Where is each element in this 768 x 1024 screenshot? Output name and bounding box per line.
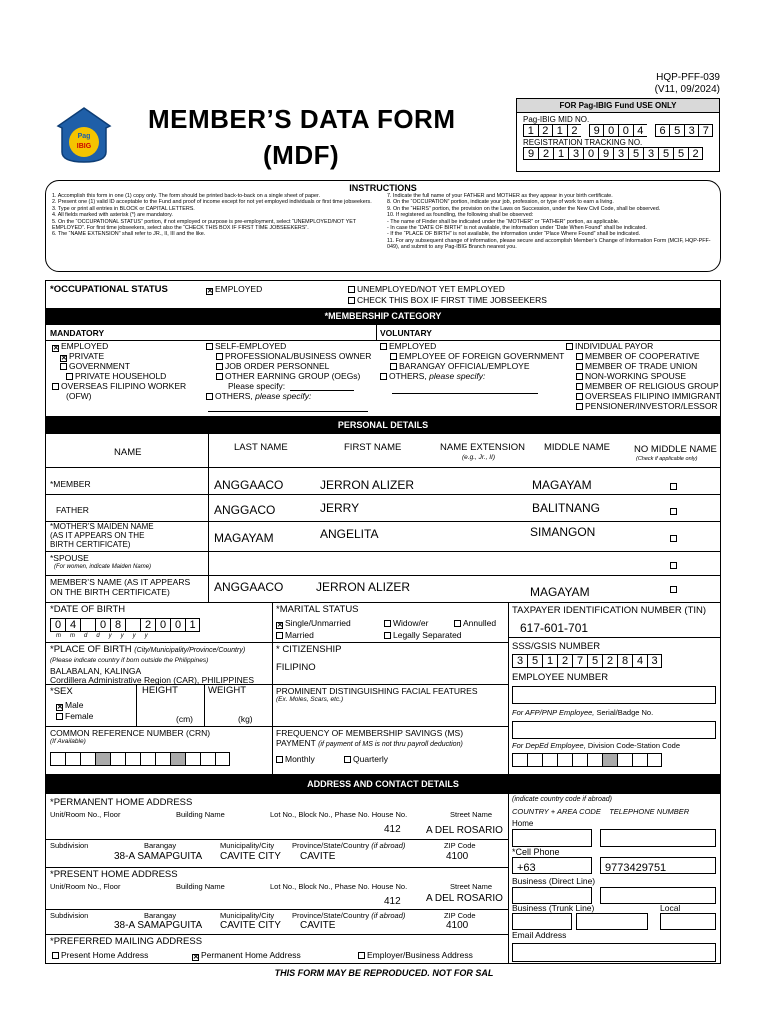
digit-cell[interactable]: 1 (185, 618, 200, 632)
digit-cell[interactable] (527, 753, 542, 767)
business-direct-area-code[interactable] (512, 887, 592, 904)
m-private-household[interactable]: PRIVATE HOUSEHOLD (66, 371, 166, 381)
occupational-status-label: *OCCUPATIONAL STATUS (50, 284, 168, 295)
digit-cell[interactable]: 2 (557, 654, 572, 668)
pres-city[interactable]: CAVITE CITY (220, 920, 281, 931)
business-trunk-local[interactable] (660, 913, 716, 930)
frequency-label: FREQUENCY OF MEMBERSHIP SAVINGS (MS) (276, 728, 464, 738)
date-of-birth[interactable] (50, 618, 200, 632)
digit-cell[interactable]: 0 (618, 124, 633, 137)
digit-cell[interactable]: 5 (527, 654, 542, 668)
digit-cell[interactable]: 0 (155, 618, 170, 632)
business-trunk-number[interactable] (576, 913, 648, 930)
pres-house-no[interactable]: 412 (384, 896, 401, 907)
m-others[interactable]: OTHERS, please specify: (206, 391, 311, 401)
marital-separated[interactable]: Legally Separated (384, 630, 462, 640)
digit-cell[interactable]: 4 (632, 654, 647, 668)
digit-cell[interactable] (542, 753, 557, 767)
instruction-item: - If the “PLACE OF BIRTH” is not available, the information under “Place Where Found” shall be indicated. (387, 231, 641, 238)
digit-cell[interactable]: 9 (598, 147, 613, 160)
digit-cell[interactable]: 5 (669, 124, 684, 137)
place-of-birth-label: *PLACE OF BIRTH (City/Municipality/Province/Country) (50, 644, 246, 655)
digit-cell[interactable] (557, 753, 572, 767)
cell-label: *Cell Phone (512, 847, 560, 857)
height-label: HEIGHT (142, 685, 178, 696)
digit-cell[interactable]: 2 (538, 124, 553, 137)
father-middle-name[interactable]: BALITNANG (532, 501, 601, 515)
perm-house-no[interactable]: 412 (384, 824, 401, 835)
crn-label: COMMON REFERENCE NUMBER (CRN) (50, 728, 211, 738)
mother-row-label: *MOTHER’S MAIDEN NAME (AS IT APPEARS ON THE BIRTH CERTIFICATE) (50, 522, 154, 549)
business-direct-number[interactable] (600, 887, 716, 904)
v-immigrant[interactable]: OVERSEAS FILIPINO IMMIGRANT (576, 391, 721, 401)
member-last-name[interactable]: ANGGAACO (214, 478, 284, 492)
marital-annulled[interactable]: Annulled (454, 618, 496, 628)
email-input[interactable] (512, 943, 716, 962)
footer-note: THIS FORM MAY BE REPRODUCED. NOT FOR SAL (274, 968, 494, 978)
digit-cell[interactable]: 0 (50, 618, 65, 632)
member-first-name[interactable]: JERRON ALIZER (320, 478, 415, 492)
digit-cell[interactable]: 4 (633, 124, 648, 137)
marital-status-label: *MARITAL STATUS (276, 604, 359, 615)
digit-cell[interactable]: 1 (523, 124, 538, 137)
member-birth-no-middle-checkbox[interactable] (670, 584, 679, 594)
digit-cell[interactable]: 2 (538, 147, 553, 160)
facial-features-label: PROMINENT DISTINGUISHING FACIAL FEATURES (276, 686, 478, 696)
digit-cell[interactable]: 0 (583, 147, 598, 160)
perm-province[interactable]: CAVITE (300, 851, 336, 862)
mother-first-name[interactable]: ANGELITA (320, 527, 379, 541)
digit-cell[interactable]: 5 (658, 147, 673, 160)
pres-barangay[interactable]: 38-A SAMAPGUITA (114, 920, 203, 931)
v-individual-payor[interactable]: INDIVIDUAL PAYOR (566, 341, 653, 351)
main-form: *OCCUPATIONAL STATUS ✕ EMPLOYED UNEMPLOYED/NOT YET EMPLOYED CHECK THIS BOX IF FIRST TIME JOBSEEKERS *MEMBERSHIP CATEGORY MANDATORY VOLUNTARY ✕EMPLOYED ✕PRIVATE GOVERNMENT PRIVATE HOUSEHOLD OVERSEAS FILIPINO WORKER (OFW) SELF-EMPLOYED PROFESSIONAL/BUSINESS OWNER JOB ORDER PERSONNEL OTHER EARNING GROUP (OEGs) Please specify: OTHERS, please specify: EMPLOYED EMPLOYEE OF FOREIGN GOVERNMENT BARANGAY OFFICIAL/EMPLOYE OTHERS, please specify: INDIVIDUAL PAYOR MEMBER OF COOPERATIVE MEMBER OF TRADE UNION NON-WORKING SPOUSE MEMBER OF RELIGIOUS GROUP OVERSEAS FILIPINO IMMIGRANT PENSIONER/INVESTOR/LESSOR PERSONAL DETAILS NAME LAST NAME FIRST NAME NAME EXTENSION (e.g., Jr., II) MIDDLE NAME NO MIDDLE NAME (Check if applicable only) *MEMBER ANGGAACO JERRON ALIZER MAGAYAM FATHER ANGGACO JERRY BALITNANG *MOTHER’S MAIDEN NAME (AS IT APPEARS ON THE BIRTH CERTIFICATE) MAGAYAM ANGELITA SIMANGON *SPOUSE (For women, indicate Maiden Name) MEMBER’S NAME (AS IT APPEARS ON THE BIRTH CERTIFICATE) ANGGAACO JERRON ALIZER MAGAYAM *DATE OF BIRTH 0 4 0 8 2 0 0 1 mmddyyyy *MARITAL STATUS ✕Single/Unmarried Widow/er Annulled Married Legally Separated TAXPAYER IDENTIFICATION NUMBER (TIN) 617-601-701 *PLACE OF BIRTH (City/Municipality/Province/Country) (Please indicate country if born outside the Philippines) BALABALAN, KALINGA Cordillera Administrative Region (CAR), PHILIPPINES * CITIZENSHIP FILIPINO SSS/GSIS NUMBER 3 5 1 2 7 5 2 8 4 3 EMPLOYEE NUMBER For AFP/PNP Employee, Serial/Badge No. For DepEd Employee, Division Code-Station Code *SEX ✕Male Female HEIGHT (cm) WEIGHT (kg) PROMINENT DISTINGUISHING FACIAL FEATURES (Ex. Moles, Scars, etc.) COMMON REFERENCE NUMBER (CRN) (If Available) FREQUENCY OF MEMBERSHIP SAVINGS (MS) PAYMENT (if payment of MS is not thru payroll deduction) Monthly Quarterly ADDRESS AND CONTACT DETAILS *PERMANENT HOME ADDRESS Unit/Room No., Floor Building Name Lot No., Block No., Phase No. House No. Street Name 412 A DEL ROSARIO Subdivision Barangay Municipality/City Province/State/Country (if abroad) ZIP Code 38-A SAMAPGUITA CAVITE CITY CAVITE 4100 *PRESENT HOME ADDRESS Unit/Room No., Floor Building Name Lot No., Block No., Phase No. House No. Street Name 412 A DEL ROSARIO Subdivision Barangay Municipality/City Province/State/Country (if abroad) ZIP Code 38-A SAMAPGUITA CAVITE CITY CAVITE 4100 *PREFERRED MAILING ADDRESS Present Home Address ✕ Permanent Home Address Employer/Business Address (indicate country code if abroad) COUNTRY + AREA CODE TELEPHONE NUMBER Home *Cell Phone +63 9773429751 Business (Direct Line) Business (Trunk Line) Local Email Address (45, 280, 721, 964)
digit-cell[interactable]: 3 (647, 654, 662, 668)
m-job-order[interactable]: JOB ORDER PERSONNEL (216, 361, 329, 371)
father-no-middle-checkbox[interactable] (670, 506, 679, 516)
instructions-right (387, 193, 714, 251)
digit-cell[interactable] (617, 753, 632, 767)
digit-cell[interactable] (155, 752, 170, 766)
marital-single[interactable]: ✕Single/Unmarried (276, 618, 351, 629)
tin-value[interactable]: 617-601-701 (520, 621, 589, 635)
occ-employed[interactable]: ✕ EMPLOYED (206, 284, 262, 295)
instructions-box: INSTRUCTIONS 1. Accomplish this form in one (1) copy only. The form should be printed back-to-back on a single sheet of paper. 2. Present one (1) valid ID acceptable to the Fund and proof of income except for not yet employed individuals or first time jobseekers. 3. Type or print all entries in BLOCK or CAPITAL LETTERS. 4. All fields marked with asterisk (*) are mandatory. 5. On the “OCCUPATIONAL STATUS” portion, if not employed or purpose is pre-employment, select “UNEMPLOYED/NOT YET EMPLOYED”. For first time jobseekers, select also the “CHECK THIS BOX IF FIRST TIME JOBSEEKERS”. 6. The “NAME EXTENSION” shall refer to JR., II, III and the like. 7. Indicate the full name of your FATHER and MOTHER as they appear in your birth certificate. 8. On the “OCCUPATION” portion, indicate your job, profession, or type of work to earn a living. 9. On the “HEIRS” portion, the provision on the Laws on Succession, under the New Civil Code, shall be observed. 10. If registered as foundling, the following shall be observed: - The name of Finder shall be indicated under the “MOTHER” or “FATHER” portion, as applicable. - In case the “DATE OF BIRTH” is not available, the information under “Date When Found” shall be indicated. - If the “PLACE OF BIRTH” is not available, the information under “Place Where Found” shall be indicated. 11. For any subsequent change of information, please secure and accomplish Member’s Change of Information Form (MCIF, HQP-PFF-049), and submit to any Pag-IBIG Branch nearest you. (45, 180, 721, 272)
instructions-left (52, 193, 379, 251)
m-employed[interactable]: ✕EMPLOYED (52, 341, 108, 352)
digit-cell[interactable] (50, 752, 65, 766)
digit-cell[interactable]: 2 (140, 618, 155, 632)
digit-cell[interactable]: 0 (95, 618, 110, 632)
v-trade-union[interactable]: MEMBER OF TRADE UNION (576, 361, 697, 371)
digit-cell[interactable]: 5 (673, 147, 688, 160)
form-title: MEMBER’S DATA FORM (148, 104, 456, 134)
digit-cell[interactable]: 3 (613, 147, 628, 160)
frequency-monthly[interactable]: Monthly (276, 754, 315, 764)
instruction-item: 5. On the “OCCUPATIONAL STATUS” portion, if not employed or purpose is pre-employment, select “UNEMPLOYED/NOT YET EMPLOYED”. For first time jobseekers, select also the “CHECK THIS BOX IF FIRST TIME JOBSEEKERS”. (52, 218, 357, 232)
mother-last-name[interactable]: MAGAYAM (214, 531, 274, 545)
digit-cell[interactable]: 6 (655, 124, 670, 137)
sex-male[interactable]: ✕Male (56, 700, 83, 711)
digit-separator (581, 124, 589, 137)
instruction-item: 11. For any subsequent change of information, please secure and accomplish Member’s Change of Information Form (MCIF, HQP-PFF-049), and submit to any Pag-IBIG Branch nearest you. (387, 237, 711, 251)
digit-cell[interactable]: 1 (553, 147, 568, 160)
v-employed[interactable]: EMPLOYED (380, 341, 436, 351)
marital-widow[interactable]: Widow/er (384, 618, 428, 628)
instruction-item: 3. Type or print all entries in BLOCK or CAPITAL LETTERS. (52, 205, 195, 212)
m-oeg[interactable]: OTHER EARNING GROUP (OEGs) (216, 371, 360, 381)
v-nonworking-spouse[interactable]: NON-WORKING SPOUSE (576, 371, 686, 381)
dob-format-hint: mmddyyyy (56, 633, 157, 639)
instruction-item: 10. If registered as foundling, the following shall be observed: (387, 212, 534, 219)
cell-country-code[interactable]: +63 (512, 857, 592, 874)
perm-city[interactable]: CAVITE CITY (220, 851, 281, 862)
digit-cell[interactable]: 4 (65, 618, 80, 632)
spouse-row-label: *SPOUSE (50, 553, 89, 563)
v-others[interactable]: OTHERS, please specify: (380, 371, 485, 381)
instruction-item: 7. Indicate the full name of your FATHER and MOTHER as they appear in your birth certificate. (387, 193, 613, 199)
instruction-item: 9. On the “HEIRS” portion, the provision on the Laws on Succession, under the New Civil Code, shall be observed. (387, 205, 661, 212)
afp-label: For AFP/PNP Employee, Serial/Badge No. (512, 708, 654, 717)
v-foreign-govt[interactable]: EMPLOYEE OF FOREIGN GOVERNMENT (390, 351, 564, 361)
registration-tracking-number[interactable] (523, 147, 713, 160)
digit-cell[interactable] (110, 752, 125, 766)
marital-married[interactable]: Married (276, 630, 314, 640)
digit-cell[interactable] (632, 753, 647, 767)
digit-cell[interactable]: 0 (170, 618, 185, 632)
member-birth-name-label: MEMBER’S NAME (AS IT APPEARS ON THE BIRTH CERTIFICATE) (50, 577, 191, 597)
spouse-no-middle-checkbox[interactable] (670, 560, 679, 570)
digit-separator (125, 618, 140, 632)
digit-cell[interactable]: 3 (684, 124, 699, 137)
crn-number[interactable] (50, 752, 230, 766)
digit-cell[interactable] (185, 752, 200, 766)
tin-label: TAXPAYER IDENTIFICATION NUMBER (TIN) (512, 605, 707, 616)
m-private[interactable]: ✕PRIVATE (60, 351, 104, 362)
digit-cell[interactable]: 5 (628, 147, 643, 160)
digit-cell[interactable]: 3 (643, 147, 658, 160)
preferred-mailing-label: *PREFERRED MAILING ADDRESS (50, 936, 203, 947)
father-row-label: FATHER (56, 505, 89, 515)
digit-cell[interactable]: 1 (542, 654, 557, 668)
instruction-item: - The name of Finder shall be indicated under the “MOTHER” or “FATHER” portion, as applicable. (387, 218, 620, 225)
sex-female[interactable]: Female (56, 711, 93, 721)
member-birth-middle-name[interactable]: MAGAYAM (530, 585, 590, 599)
digit-cell[interactable] (80, 752, 95, 766)
digit-cell[interactable]: 2 (688, 147, 703, 160)
sss-number[interactable] (512, 654, 662, 668)
digit-cell[interactable]: 2 (602, 654, 617, 668)
digit-separator (80, 618, 95, 632)
digit-cell[interactable] (65, 752, 80, 766)
member-birth-first-name[interactable]: JERRON ALIZER (316, 580, 411, 594)
pag-ibig-logo (56, 106, 112, 164)
m-ofw[interactable]: OVERSEAS FILIPINO WORKER (52, 381, 186, 391)
digit-cell[interactable]: 9 (523, 147, 538, 160)
business-trunk-area-code[interactable] (512, 913, 572, 930)
afp-serial-input[interactable] (512, 721, 716, 739)
svg-text:IBIG: IBIG (76, 143, 92, 150)
instruction-item: - In case the “DATE OF BIRTH” is not available, the information under “Date When Found” shall be indicated. (387, 225, 647, 232)
m-professional[interactable]: PROFESSIONAL/BUSINESS OWNER (216, 351, 371, 361)
digit-cell[interactable] (647, 753, 662, 767)
digit-cell[interactable] (125, 752, 140, 766)
digit-cell[interactable]: 1 (552, 124, 567, 137)
citizenship-label: * CITIZENSHIP (276, 644, 342, 655)
svg-text:Pag: Pag (77, 133, 91, 140)
pres-zip[interactable]: 4100 (446, 920, 469, 931)
mail-employer[interactable]: Employer/Business Address (358, 950, 473, 960)
perm-barangay[interactable]: 38-A SAMAPGUITA (114, 851, 203, 862)
digit-cell[interactable]: 5 (587, 654, 602, 668)
instruction-item: 1. Accomplish this form in one (1) copy only. The form should be printed back-to-back on a single sheet of paper. (52, 193, 320, 199)
instruction-item: 2. Present one (1) valid ID acceptable to the Fund and proof of income except for not yet employed individuals or first time jobseekers. (52, 199, 372, 206)
pres-street[interactable]: A DEL ROSARIO (426, 893, 503, 904)
digit-separator (647, 124, 655, 137)
member-row-label: *MEMBER (50, 479, 91, 489)
place-of-birth-value[interactable]: BALABALAN, KALINGA (50, 666, 142, 676)
digit-cell[interactable] (572, 753, 587, 767)
dob-label: *DATE OF BIRTH (50, 604, 126, 615)
digit-cell[interactable]: 2 (567, 124, 582, 137)
form-code: HQP-PFF-039 (V11, 09/2024) (654, 72, 720, 95)
digit-cell[interactable] (95, 752, 110, 766)
pres-province[interactable]: CAVITE (300, 920, 336, 931)
form-title-abbr: (MDF) (263, 140, 340, 170)
member-middle-name[interactable]: MAGAYAM (532, 478, 592, 492)
v-pensioner[interactable]: PENSIONER/INVESTOR/LESSOR (576, 401, 718, 411)
personal-details-bar: PERSONAL DETAILS (46, 416, 720, 434)
address-contact-bar: ADDRESS AND CONTACT DETAILS (46, 774, 720, 794)
permanent-address-label: *PERMANENT HOME ADDRESS (50, 797, 193, 808)
perm-street[interactable]: A DEL ROSARIO (426, 825, 503, 836)
home-phone-input[interactable] (600, 829, 716, 847)
v-religious-group[interactable]: MEMBER OF RELIGIOUS GROUP (576, 381, 719, 391)
member-no-middle-checkbox[interactable] (670, 481, 679, 491)
digit-cell[interactable]: 0 (603, 124, 618, 137)
digit-cell[interactable] (140, 752, 155, 766)
sex-label: *SEX (50, 686, 73, 697)
mid-number[interactable] (523, 124, 713, 137)
digit-cell[interactable]: 7 (572, 654, 587, 668)
occ-unemployed[interactable]: UNEMPLOYED/NOT YET EMPLOYED (348, 284, 505, 294)
citizenship-value[interactable]: FILIPINO (276, 662, 316, 673)
employee-number-label: EMPLOYEE NUMBER (512, 672, 609, 683)
v-cooperative[interactable]: MEMBER OF COOPERATIVE (576, 351, 700, 361)
digit-cell[interactable]: 9 (589, 124, 604, 137)
home-area-code-input[interactable] (512, 829, 592, 847)
father-first-name[interactable]: JERRY (320, 501, 360, 515)
digit-cell[interactable]: 8 (110, 618, 125, 632)
digit-cell[interactable]: 3 (512, 654, 527, 668)
digit-cell[interactable] (215, 752, 230, 766)
member-birth-last-name[interactable]: ANGGAACO (214, 580, 284, 594)
digit-cell[interactable]: 7 (698, 124, 713, 137)
instruction-item: 6. The “NAME EXTENSION” shall refer to JR., II, III and the like. (52, 231, 206, 238)
instruction-item: 4. All fields marked with asterisk (*) are mandatory. (52, 212, 173, 219)
membership-category-bar: *MEMBERSHIP CATEGORY (46, 308, 720, 325)
occ-first-time-jobseeker[interactable]: CHECK THIS BOX IF FIRST TIME JOBSEEKERS (348, 295, 547, 305)
present-address-label: *PRESENT HOME ADDRESS (50, 869, 178, 880)
digit-cell[interactable] (200, 752, 215, 766)
digit-cell[interactable] (602, 753, 617, 767)
m-government[interactable]: GOVERNMENT (60, 361, 130, 371)
place-of-birth-region[interactable]: Cordillera Administrative Region (CAR), PHILIPPINES (50, 675, 255, 685)
deped-label: For DepEd Employee, Division Code-Station Code (512, 741, 681, 750)
cell-number[interactable]: 9773429751 (600, 857, 716, 874)
sss-label: SSS/GSIS NUMBER (512, 641, 601, 652)
digit-cell[interactable] (587, 753, 602, 767)
mother-no-middle-checkbox[interactable] (670, 533, 679, 543)
mail-permanent[interactable]: ✕ Permanent Home Address (192, 950, 301, 961)
v-barangay[interactable]: BARANGAY OFFICIAL/EMPLOYE (390, 361, 530, 371)
deped-station-code[interactable] (512, 753, 662, 767)
weight-label: WEIGHT (208, 685, 246, 696)
mail-present[interactable]: Present Home Address (52, 950, 148, 960)
digit-cell[interactable] (512, 753, 527, 767)
mother-middle-name[interactable]: SIMANGON (530, 525, 596, 539)
frequency-quarterly[interactable]: Quarterly (344, 754, 388, 764)
digit-cell[interactable]: 8 (617, 654, 632, 668)
instruction-item: 8. On the “OCCUPATION” portion, indicate your job, profession, or type of work to earn a living. (387, 199, 614, 206)
employee-number-input[interactable] (512, 686, 716, 704)
m-self-employed[interactable]: SELF-EMPLOYED (206, 341, 286, 351)
father-last-name[interactable]: ANGGACO (214, 503, 276, 517)
digit-cell[interactable]: 3 (568, 147, 583, 160)
perm-zip[interactable]: 4100 (446, 851, 469, 862)
fund-use-box: FOR Pag-IBIG Fund USE ONLY Pag-IBIG MID NO. 1 2 1 2 9 0 0 4 6 5 3 7 REGISTRATION TRACKING NO. 9 2 1 3 0 9 3 5 3 5 5 2 (516, 98, 720, 172)
digit-cell[interactable] (170, 752, 185, 766)
